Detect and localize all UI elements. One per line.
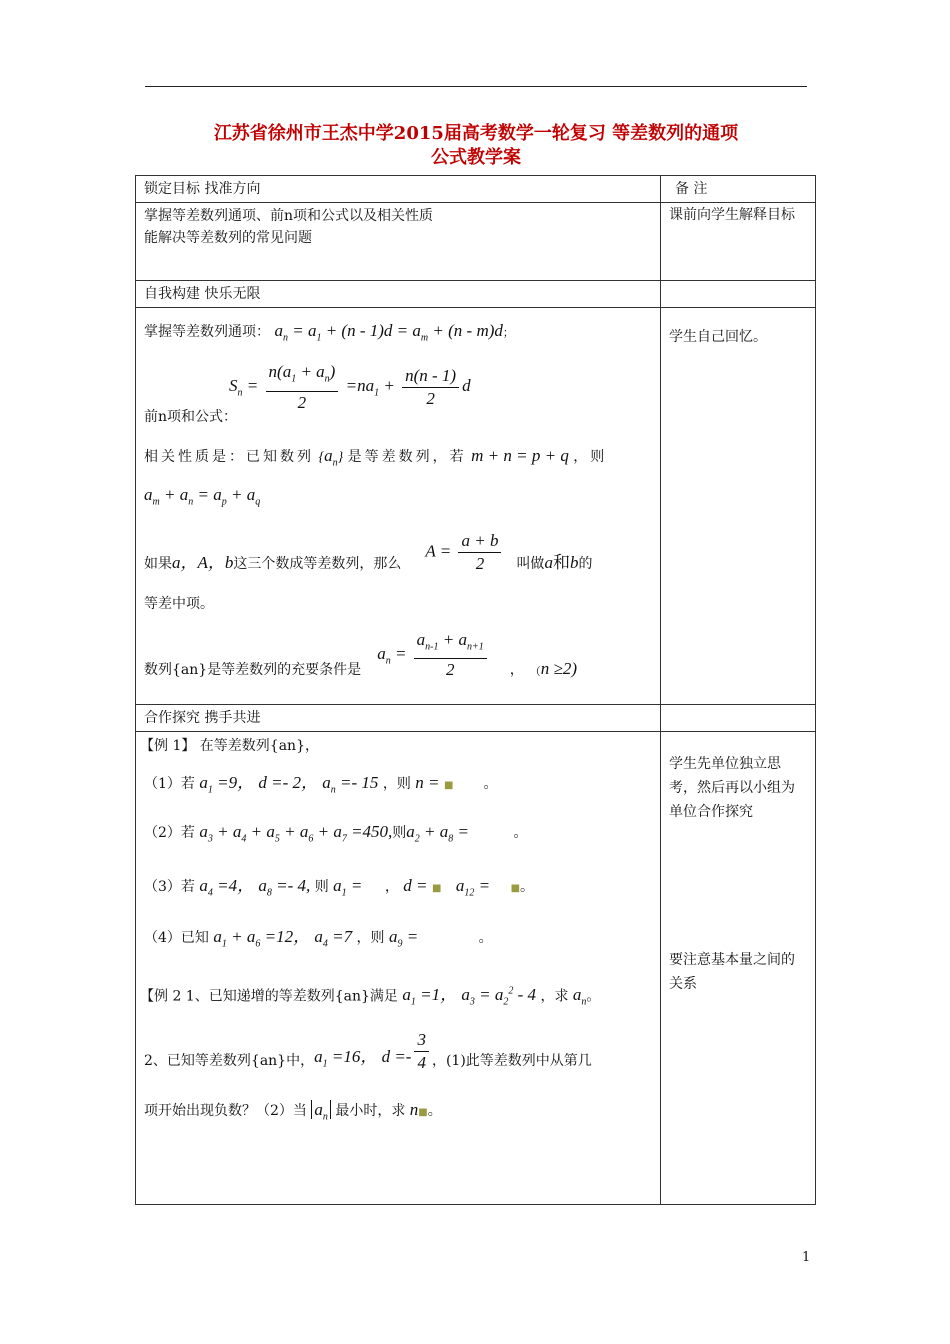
page-number: 1: [802, 1250, 811, 1265]
section-header-cooperation: 合作探究 携手共进: [136, 705, 660, 732]
lesson-table: [135, 175, 816, 1205]
self-build-cell: [136, 281, 661, 705]
example-2-q1: 【例 2 1、已知递增的等差数列{an}满足 $a_1 =1$， $a_3 = a_2^2 - 4$ ，求 $a_n$。: [140, 985, 601, 1008]
header-notes-cell: 备 注: [661, 176, 816, 203]
self-build-note-cell: [661, 281, 816, 705]
page-title: [140, 122, 812, 170]
goals-note: 课前向学生解释目标: [661, 203, 816, 281]
example-1-q2: （2）若 $a_3 + a_4 + a_5 + a_6 + a_7 =450$,则$a_2 + a_8$ = 。: [144, 822, 528, 845]
cooperation-note-1: 学生先单位独立思考，然后再以小组为单位合作探究: [669, 756, 795, 820]
example-1-q1: （1）若 $a_1 =9$， d =- 2， $a_n =- 15$ ，则 n = ■ 。: [144, 773, 498, 796]
general-term-formula: $a_n = a_1 + (n - 1)d = a_m + (n - m)d$: [274, 321, 503, 344]
title-line-1: 江苏省徐州市王杰中学2015届高考数学一轮复习 等差数列的通项: [213, 123, 739, 144]
goals-cell: [136, 203, 661, 281]
cooperation-cell: [136, 705, 661, 1205]
title-line-2: 公式教学案: [431, 147, 521, 168]
general-term-row: 掌握等差数列通项： $a_n = a_1 + (n - 1)d = a_m + (n - m)d$；: [144, 321, 514, 344]
cooperation-note-cell: [661, 705, 816, 1205]
note-header-blank-2: [661, 705, 815, 732]
goal-line-2: 能解决等差数列的常见问题: [144, 230, 312, 246]
example-2-q2-line2: 项开始出现负数？（2）当 $a_n$ 最小时，求 n■。: [144, 1099, 442, 1122]
example-1-label: 【例 1】 在等差数列{an}，: [140, 738, 319, 754]
property-row: 相关性质是：已知数列 $\{a_n\}$ 是等差数列，若 m + n = p + q ，则: [144, 445, 608, 469]
header-rule: [145, 86, 807, 87]
property-formula: $a_m + a_n = a_p + a_q$: [144, 485, 261, 508]
goal-line-1: 掌握等差数列通项、前n项和公式以及相关性质: [144, 208, 434, 224]
self-build-note: 学生自己回忆。: [669, 329, 767, 345]
condition-row: 数列{an}是等差数列的充要条件是 $a_n$ = $\frac{a_{n-1} + a_{n+1}}{2}$ ， （ n ≥2): [144, 629, 577, 679]
section-header-self-build: 自我构建 快乐无限: [136, 281, 660, 308]
example-1-q3: （3）若 $a_4 =4$， $a_8 =- 4$, 则 $a_1$ = ， d = ■ $a_{12}$ = ■。: [144, 875, 535, 899]
example-1-q4: （4）已知 $a_1 + a_6 =12$， $a_4 =7$ ，则 $a_9$ = 。: [144, 927, 493, 950]
middle-term-row: 如果 a，A，b 这三个数成等差数列，那么 A = $\frac{a + b}{2}$ 叫做 a和b 的: [144, 530, 593, 573]
example-2-q2: 2、已知等差数列{an}中， $a_1 =16$， d =- $\frac{3}{4}$ ，(1)此等差数列中从第几: [144, 1029, 592, 1072]
condition-formula: $a_n$ = $\frac{a_{n-1} + a_{n+1}}{2}$: [377, 629, 490, 681]
note-header-blank: [661, 281, 815, 308]
sum-formula: $S_n$ = $\frac{n(a_1 + a_n)}{2}$ $=na_1$ + $\frac{n(n - 1)}{2}$ d: [229, 362, 471, 412]
middle-term-line2: 等差中项。: [144, 595, 214, 612]
middle-term-formula: A = $\frac{a + b}{2}$: [425, 530, 504, 575]
cooperation-note-2: 要注意基本量之间的关系: [669, 952, 795, 992]
sum-row: 前n项和公式： $S_n$ = $\frac{n(a_1 + a_n)}{2}$ $=na_1$ + $\frac{n(n - 1)}{2}$ d: [144, 362, 471, 425]
header-goal-cell: 锁定目标 找准方向: [136, 176, 661, 203]
